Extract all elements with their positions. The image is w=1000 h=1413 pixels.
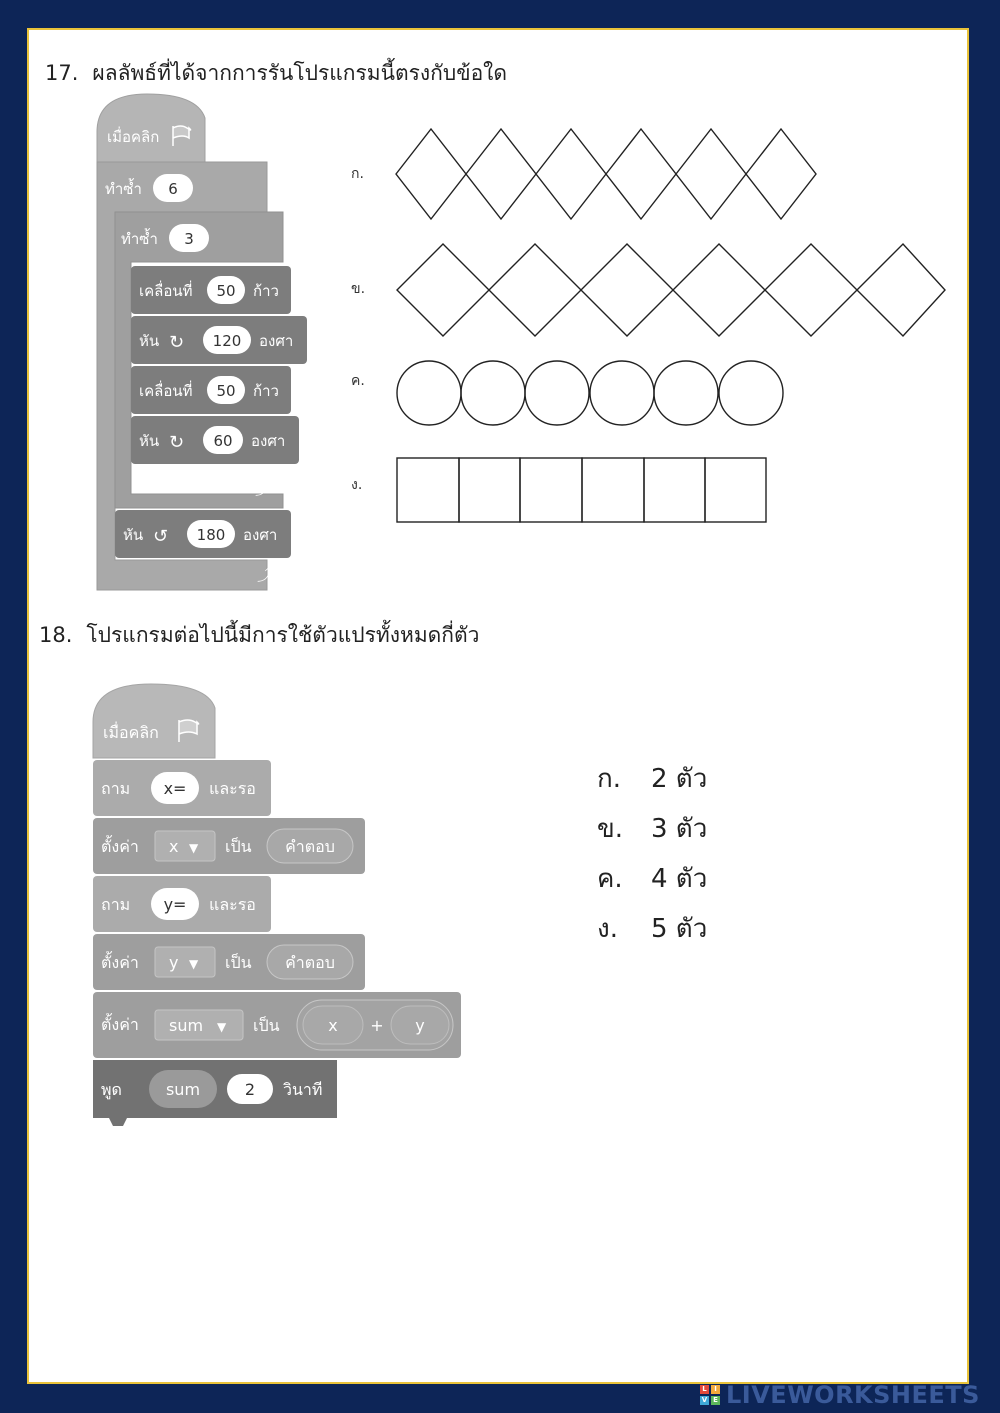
q18-set-1-var-dropdown[interactable] <box>155 831 215 861</box>
worksheet-page <box>27 28 969 1384</box>
q17-move-2-label: เคลื่อนที่ <box>139 382 193 400</box>
q17-repeat-inner-arrow-icon: ⤴ <box>255 479 272 498</box>
q18-say-secs: 2 <box>244 1080 256 1099</box>
q17-option-a-diamonds[interactable] <box>396 129 816 219</box>
q18-say-value: sum <box>165 1080 201 1099</box>
q17-option-key-d: ง. <box>351 477 363 493</box>
q18-answer-a-key: ก. <box>597 764 622 794</box>
q18-scratch-script <box>85 678 465 1128</box>
q18-set-2-value: คำตอบ <box>285 953 335 972</box>
question-18 <box>39 619 479 652</box>
question-17-text: ผลลัพธ์ที่ได้จากการรันโปรแกรมนี้ตรงกับข้อใด <box>92 61 508 85</box>
q18-ask-2-label: ถาม <box>101 895 131 914</box>
q17-turn-3-value: 180 <box>196 526 226 544</box>
q18-set-2-var: y <box>169 953 179 972</box>
q18-answer-c[interactable] <box>597 858 707 899</box>
q17-turn-2-unit: องศา <box>251 432 286 450</box>
question-17 <box>45 57 507 90</box>
q17-turn-3-label: หัน <box>123 526 144 544</box>
q18-set-1-label: ตั้งค่า <box>101 837 139 856</box>
q18-answer-d[interactable] <box>597 908 707 949</box>
q18-set-1-var: x <box>169 837 179 856</box>
q17-turn-1-label: หัน <box>139 332 160 350</box>
q18-set-2-label: ตั้งค่า <box>101 953 139 972</box>
q17-option-c-circles[interactable] <box>397 361 783 425</box>
q17-turn-1-unit: องศา <box>259 332 294 350</box>
q18-answer-a-text: 2 ตัว <box>651 764 708 794</box>
q17-repeat-outer-arrow-icon: ⤴ <box>257 565 274 584</box>
q18-answer-a[interactable] <box>597 758 707 799</box>
q18-add-op: + <box>370 1016 384 1035</box>
q17-turn-right-icon: ↻ <box>169 332 185 353</box>
q17-option-d-squares[interactable] <box>397 458 766 522</box>
q18-dropdown-arrow-icon-2: ▼ <box>189 957 199 971</box>
liveworksheets-logo-icon: L I V E <box>700 1385 720 1405</box>
q18-set-2-mid: เป็น <box>225 953 252 972</box>
q18-ask-1-label: ถาม <box>101 779 131 798</box>
q18-say-unit: วินาที <box>283 1080 323 1099</box>
q18-answer-b-key: ข. <box>597 814 624 844</box>
q18-dropdown-arrow-icon-3: ▼ <box>217 1020 227 1034</box>
q17-option-key-c: ค. <box>351 373 365 389</box>
q17-turn-2-value: 60 <box>213 432 233 450</box>
q18-add-a: x <box>328 1016 338 1035</box>
q18-set-2-var-dropdown[interactable] <box>155 947 215 977</box>
q18-answer-c-key: ค. <box>597 864 623 894</box>
q18-ask-2-suffix: และรอ <box>209 895 256 914</box>
q17-repeat-outer-value: 6 <box>168 180 178 198</box>
q18-hat-label: เมื่อคลิก <box>103 723 159 742</box>
q18-dropdown-arrow-icon-1: ▼ <box>189 841 199 855</box>
q17-repeat-outer-label: ทำซ้ำ <box>105 180 142 198</box>
q17-move-2-value: 50 <box>216 382 236 400</box>
q18-answer-b[interactable] <box>597 808 707 849</box>
q18-add-b: y <box>415 1016 425 1035</box>
q18-set-3-var: sum <box>169 1016 204 1035</box>
q18-ask-1-suffix: และรอ <box>209 779 256 798</box>
q18-ask-1-value: x= <box>163 779 187 798</box>
q17-move-1-value: 50 <box>216 282 236 300</box>
q18-set-3-label: ตั้งค่า <box>101 1015 139 1034</box>
q18-answer-d-text: 5 ตัว <box>651 914 708 944</box>
q17-option-key-a: ก. <box>351 166 364 182</box>
question-17-number: 17. <box>45 61 79 85</box>
q18-answer-b-text: 3 ตัว <box>651 814 708 844</box>
q17-option-key-b: ข. <box>351 281 366 297</box>
liveworksheets-logo <box>700 1381 980 1409</box>
q17-move-2-unit: ก้าว <box>253 382 279 400</box>
q17-option-b-diamonds[interactable] <box>397 244 945 336</box>
q18-set-1-value: คำตอบ <box>285 837 335 856</box>
q17-turn-right-icon-2: ↻ <box>169 432 185 453</box>
question-18-number: 18. <box>39 623 73 647</box>
q17-repeat-inner-label: ทำซ้ำ <box>121 230 158 248</box>
q17-move-1-label: เคลื่อนที่ <box>139 282 193 300</box>
q17-turn-left-icon: ↺ <box>153 526 169 547</box>
q18-set-1-mid: เป็น <box>225 837 252 856</box>
q17-repeat-inner-value: 3 <box>184 230 194 248</box>
q17-turn-2-label: หัน <box>139 432 160 450</box>
q17-turn-1-value: 120 <box>212 332 242 350</box>
q18-answer-c-text: 4 ตัว <box>651 864 708 894</box>
question-18-text: โปรแกรมต่อไปนี้มีการใช้ตัวแปรทั้งหมดกี่ตัว <box>86 623 480 647</box>
q18-set-3-mid: เป็น <box>253 1016 280 1035</box>
liveworksheets-logo-text: LIVEWORKSHEETS <box>726 1381 980 1409</box>
q18-say-label: พูด <box>101 1080 122 1099</box>
q17-hat-label: เมื่อคลิก <box>107 128 160 146</box>
q18-answer-d-key: ง. <box>597 914 618 944</box>
q17-turn-3-unit: องศา <box>243 526 278 544</box>
q18-ask-2-value: y= <box>163 895 187 914</box>
q17-option-shapes <box>389 122 949 562</box>
q17-scratch-script <box>89 90 349 595</box>
q17-move-1-unit: ก้าว <box>253 282 279 300</box>
